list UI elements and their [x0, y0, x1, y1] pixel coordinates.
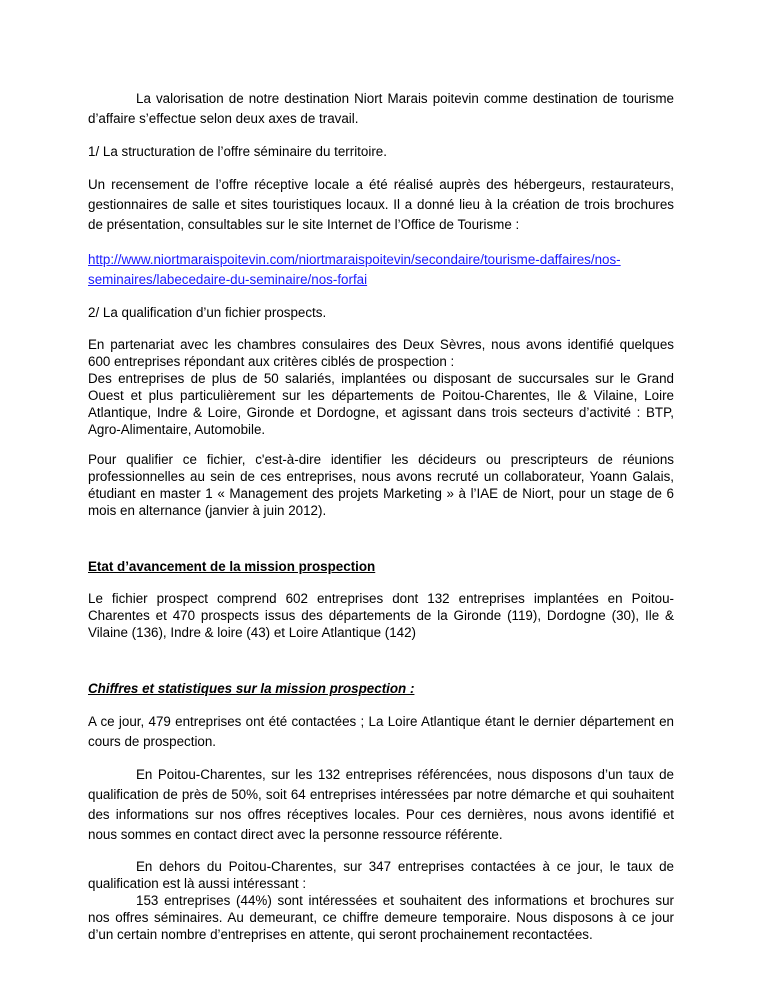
stats-paragraph-3: [88, 858, 674, 943]
section-1-body: Un recensement de l’offre réceptive locale a été réalisé auprès des hébergeurs, restaurateurs, gestionnaires de salle et sites touristiques locaux. Il a donné lieu à la création de trois brochures de présentation, consultables sur le site Internet de l’Office de Tourisme :: [88, 177, 674, 232]
section-2-title: 2/ La qualification d’un fichier prospects.: [88, 305, 327, 320]
brochures-link-line-1[interactable]: http://www.niortmaraispoitevin.com/niortmaraispoitevin/secondaire/tourisme-daffaires/nos-: [88, 252, 621, 267]
stats-paragraph-3-line-1: En dehors du Poitou-Charentes, sur 347 entreprises contactées à ce jour, le taux de qualification est là aussi intéressant :: [88, 859, 674, 891]
section-2-body-2: Pour qualifier ce fichier, c'est-à-dire identifier les décideurs ou prescripteurs de réunions professionnelles au sein de ces entreprises, nous avons recruté un collaborateur, Yoann Galais, étudiant en master 1 « Management des projets Marketing » à l’IAE de Niort, pour un stage de 6 mois en alternance (janvier à juin 2012).: [88, 452, 674, 518]
section-2-body-line-2: Des entreprises de plus de 50 salariés, implantées ou disposant de succursales sur le Grand Ouest et plus particulièrement sur les départements de Poitou-Charentes, Ile & Vilaine, Loire Atlantique, Indre & Loire, Gironde et Dordogne, et agissant dans trois secteurs d’activité : BTP, Agro-Alimentaire, Automobile.: [88, 371, 674, 437]
stats-paragraph-1: A ce jour, 479 entreprises ont été contactées ; La Loire Atlantique étant le dernier département en cours de prospection.: [88, 714, 674, 749]
stats-paragraph-3-line-2: 153 entreprises (44%) sont intéressées et souhaitent des informations et brochures sur nos offres séminaires. Au demeurant, ce chiffre demeure temporaire. Nous disposons à ce jour d’un certain nombre d’entreprises en attente, qui seront prochainement recontactées.: [88, 893, 674, 942]
brochures-link-line-2[interactable]: seminaires/labecedaire-du-seminaire/nos-forfai: [88, 272, 368, 287]
brochures-link[interactable]: [88, 250, 674, 290]
intro-paragraph: La valorisation de notre destination Niort Marais poitevin comme destination de tourisme d’affaire s’effectue selon deux axes de travail.: [88, 91, 674, 126]
stats-paragraph-2: En Poitou-Charentes, sur les 132 entreprises référencées, nous disposons d’un taux de qualification de près de 50%, soit 64 entreprises intéressées par notre démarche et qui souhaitent des informations sur nos offres réceptives locales. Pour ces dernières, nous avons identifié et nous sommes en contact direct avec la personne ressource référente.: [88, 767, 674, 842]
section-1-title: 1/ La structuration de l’offre séminaire du territoire.: [88, 144, 387, 159]
section-2-body: [88, 336, 674, 438]
stats-heading: Chiffres et statistiques sur la mission prospection :: [88, 681, 415, 696]
status-body: Le fichier prospect comprend 602 entreprises dont 132 entreprises implantées en Poitou-Charentes et 470 prospects issus des départements de la Gironde (119), Dordogne (30), Ile & Vilaine (136), Indre & loire (43) et Loire Atlantique (142): [88, 591, 674, 640]
status-heading: Etat d’avancement de la mission prospection: [88, 559, 376, 574]
document-page: [88, 89, 674, 943]
section-2-body-line-1: En partenariat avec les chambres consulaires des Deux Sèvres, nous avons identifié quelques 600 entreprises répondant aux critères ciblés de prospection :: [88, 337, 674, 369]
